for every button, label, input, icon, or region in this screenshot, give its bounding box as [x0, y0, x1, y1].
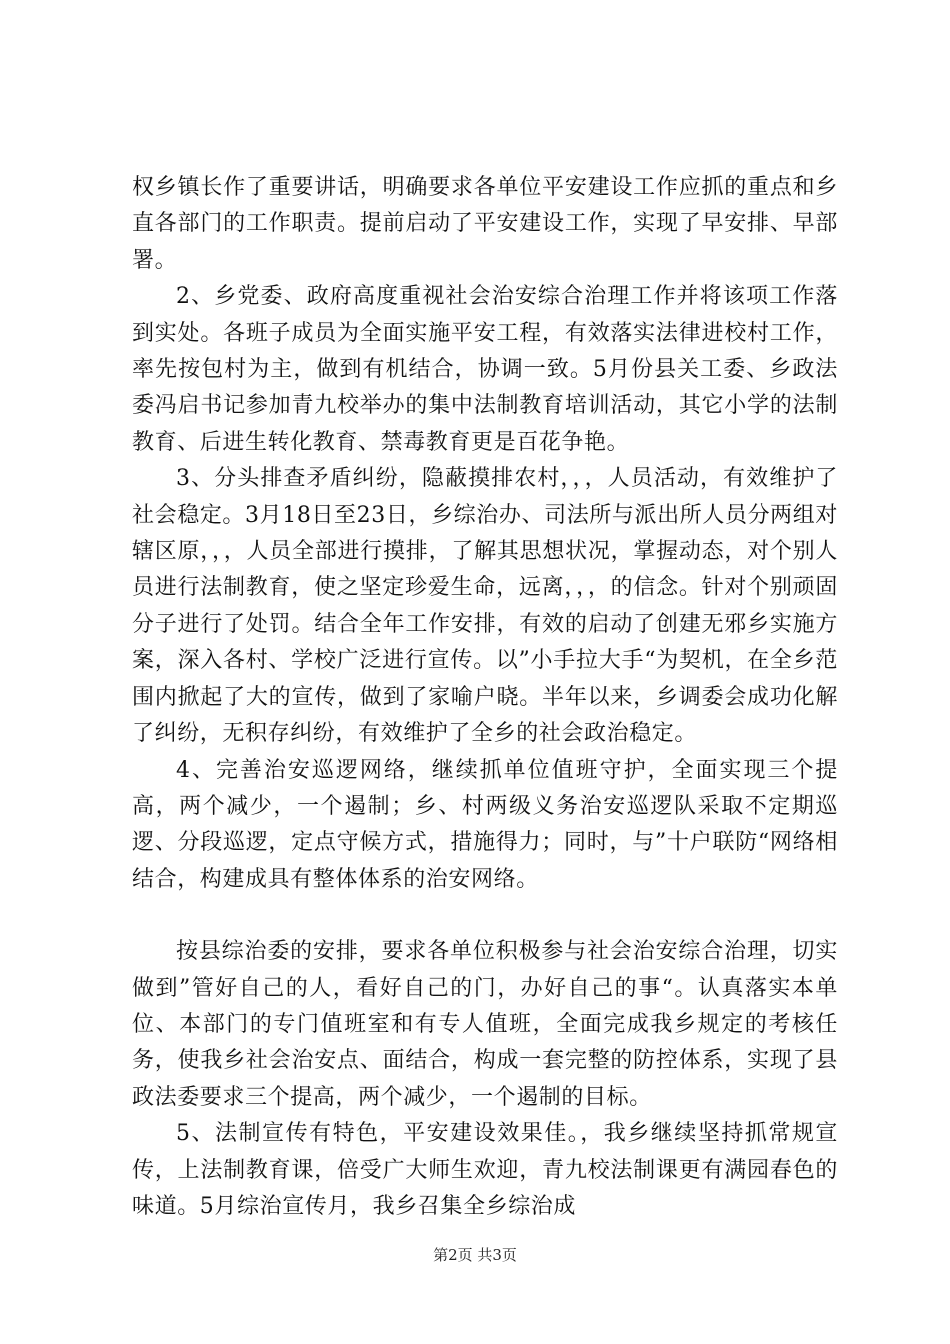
page-footer: 第2页 共3页: [433, 1246, 517, 1264]
paragraph-item-4: 4、完善治安巡逻网络，继续抓单位值班守护，全面实现三个提高，两个减少，一个遏制；乡、村两级义务治安巡逻队采取不定期巡逻、分段巡逻，定点守候方式，措施得力；同时，与”十户联防“网络相结合，构建成具有整体体系的治安网络。: [132, 757, 838, 892]
paragraph-gap: [132, 898, 838, 934]
paragraph-item-5: 5、法制宣传有特色，平安建设效果佳。，我乡继续坚持抓常规宣传，上法制教育课，倍受广大师生欢迎，青九校法制课更有满园春色的味道。5月综治宣传月，我乡召集全乡综治成: [132, 1121, 838, 1219]
paragraph-continuation: 权乡镇长作了重要讲话，明确要求各单位平安建设工作应抓的重点和乡直各部门的工作职责。提前启动了平安建设工作，实现了早安排、早部署。: [132, 175, 838, 273]
paragraph-item-3: 3、分头排查矛盾纠纷，隐蔽摸排农村，，，人员活动，有效维护了社会稳定。3月18日至23日，乡综治办、司法所与派出所人员分两组对辖区原，，，人员全部进行摸排，了解其思想状况，掌握动态，对个别人员进行法制教育，使之坚定珍爱生命，远离，，，的信念。针对个别顽固分子进行了处罚。结合全年工作安排，有效的启动了创建无邪乡实施方案，深入各村、学校广泛进行宣传。以”小手拉大手“为契机，在全乡范围内掀起了大的宣传，做到了家喻户晓。半年以来，乡调委会成功化解了纠纷，无积存纠纷，有效维护了全乡的社会政治稳定。: [132, 466, 838, 747]
paragraph-county-arrangement: 按县综治委的安排，要求各单位积极参与社会治安综合治理，切实做到”管好自己的人，看好自己的门，办好自己的事“。认真落实本单位、本部门的专门值班室和有专人值班，全面完成我乡规定的考核任务，使我乡社会治安点、面结合，构成一套完整的防控体系，实现了县政法委要求三个提高，两个减少，一个遏制的目标。: [132, 939, 838, 1110]
document-body: [132, 170, 838, 1225]
paragraph-item-2: 2、乡党委、政府高度重视社会治安综合治理工作并将该项工作落到实处。各班子成员为全面实施平安工程，有效落实法律进校村工作，率先按包村为主，做到有机结合，协调一致。5月份县关工委、乡政法委冯启书记参加青九校举办的集中法制教育培训活动，其它小学的法制教育、后进生转化教育、禁毒教育更是百花争艳。: [132, 284, 838, 455]
